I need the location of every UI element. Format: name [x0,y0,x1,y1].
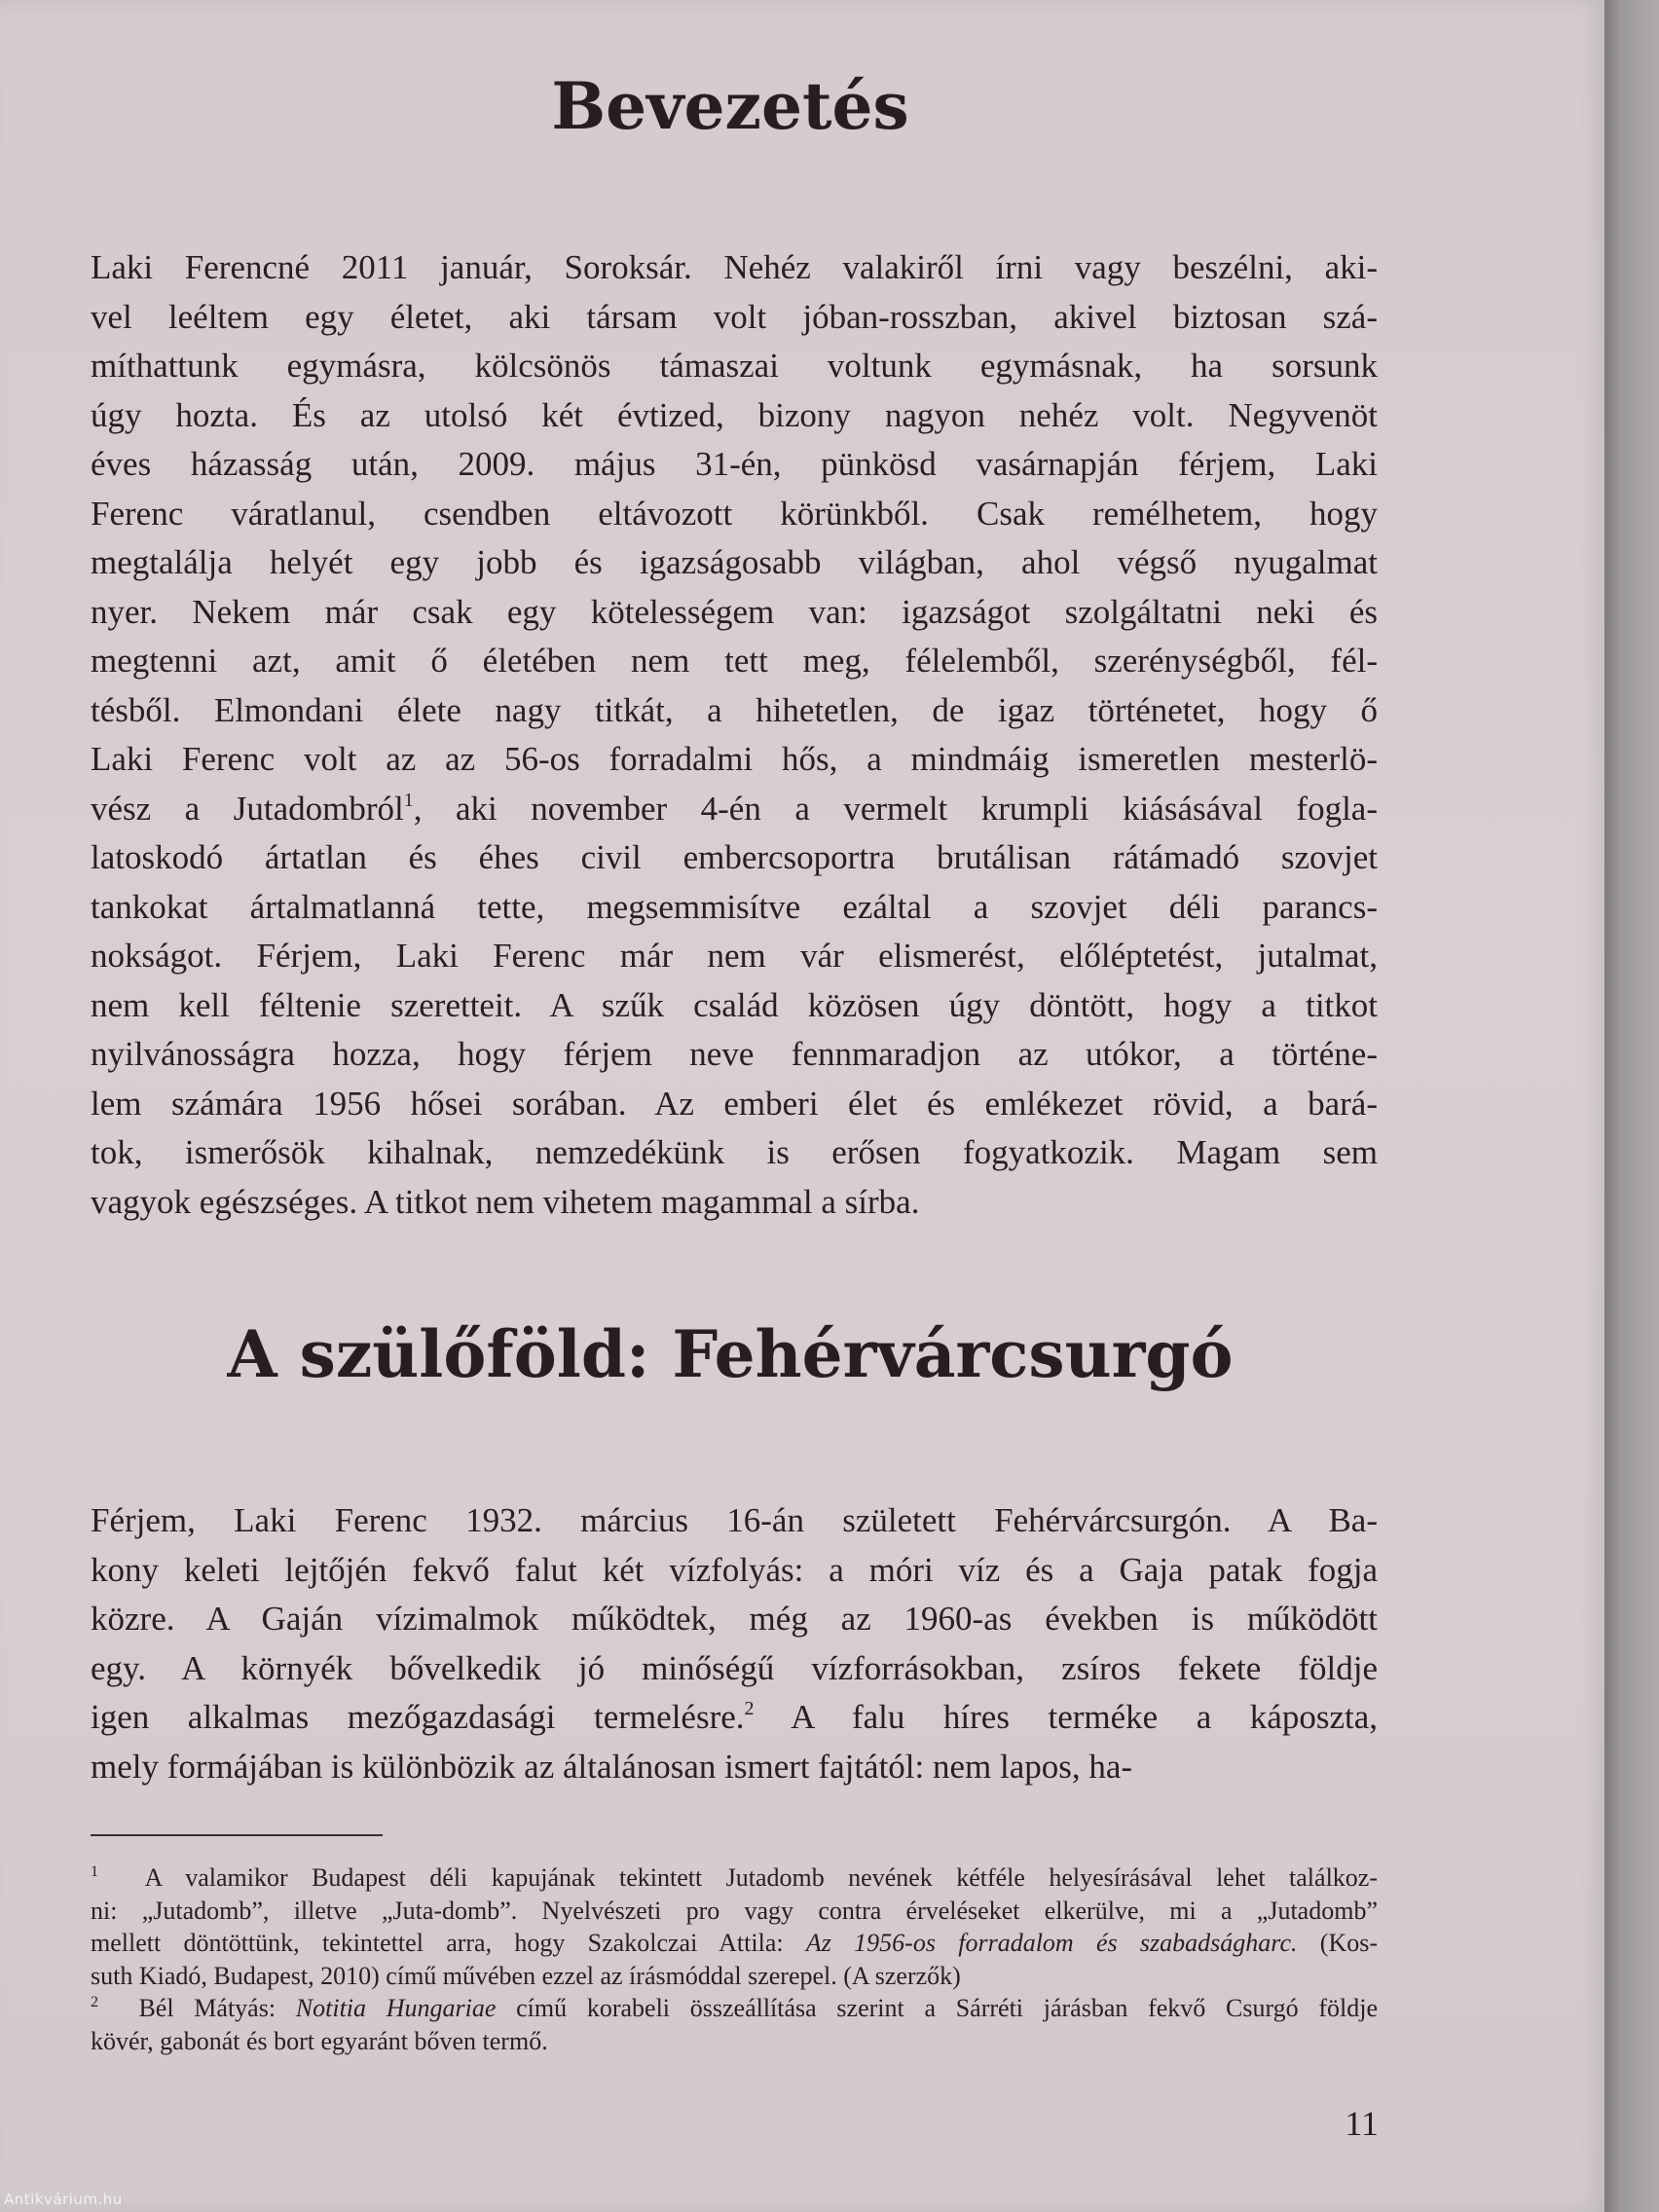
watermark: Antikvárium.hu [4,2191,123,2208]
intro-line: míthattunk egymásra, kölcsönös támaszai voltunk egymásnak, ha sorsunk [91,347,1378,385]
intro-line: nyilvánosságra hozza, hogy férjem neve fennmaradjon az utókor, a történe- [91,1035,1378,1073]
intro-line: latoskodó ártatlan és éhes civil embercsoportra brutálisan rátámadó szovjet [91,838,1378,876]
section-line: közre. A Gaján vízimalmok működtek, még az 1960-as években is működött [91,1600,1378,1638]
page-title: Bevezetés [551,68,909,144]
page-number: 11 [1345,2104,1379,2143]
intro-line: Ferenc váratlanul, csendben eltávozott körünkből. Csak remélhetem, hogy [91,494,1378,533]
footnote-1-line-3: mellett döntöttünk, tekintettel arra, hogy Szakolczai Attila: Az 1956-os forradalom és szabadságharc. (Kos- [91,1929,1378,1957]
footnote-divider [91,1834,383,1836]
intro-line: vel leéltem egy életet, aki társam volt jóban-rosszban, akivel biztosan szá- [91,297,1378,336]
book-gutter [1604,0,1659,2212]
section-paragraph [91,1496,1378,1791]
footnote-1-mark: 1 [91,1863,98,1880]
intro-line: tankokat ártalmatlanná tette, megsemmisítve ezáltal a szovjet déli parancs- [91,887,1378,926]
cited-work-title: Notitia Hungariae [295,1994,497,2022]
intro-line: úgy hozta. És az utolsó két évtized, bizony nagyon nehéz volt. Negyvenöt [91,395,1378,434]
section-line: igen alkalmas mezőgazdasági termelésre.$^2$ A falu híres terméke a káposzta, [91,1698,1378,1736]
section-line: Férjem, Laki Ferenc 1932. március 16-án született Fehérvárcsurgón. A Ba- [91,1501,1378,1539]
intro-line: Laki Ferenc volt az az 56-os forradalmi hős, a mindmáig ismeretlen mesterlö- [91,740,1378,778]
footnotes [91,1862,1378,2057]
intro-line: megtalálja helyét egy jobb és igazságosabb világban, ahol végső nyugalmat [91,543,1378,581]
intro-line: Laki Ferencné 2011 január, Soroksár. Nehéz valakiről írni vagy beszélni, aki- [91,248,1378,286]
intro-line: nem kell féltenie szeretteit. A szűk család közösen úgy döntött, hogy a titkot [91,985,1378,1024]
intro-line: tok, ismerősök kihalnak, nemzedékünk is erősen fogyatkozik. Magam sem [91,1133,1378,1171]
cited-book-title: Az 1956-os forradalom és szabadságharc. [805,1929,1298,1957]
footnote-2-line-2: kövér, gabonát és bort egyaránt bőven termő. [91,2026,548,2055]
footnote-reference[interactable]: 2 [744,1698,755,1719]
footnote-1-line-4: suth Kiadó, Budapest, 2010) című művében ezzel az írásmóddal szerepel. (A szerzők) [91,1961,961,1990]
intro-paragraph [91,243,1378,1227]
footnote-1-line-1: $^1$ A valamikor Budapest déli kapujának tekintett Jutadomb nevének kétféle helyesírásával lehet találkoz- [91,1863,1378,1892]
intro-line: éves házasság után, 2009. május 31-én, pünkösd vasárnapján férjem, Laki [91,445,1378,483]
footnote-reference[interactable]: 1 [403,789,414,811]
intro-line: megtenni azt, amit ő életében nem tett meg, félelemből, szerénységből, fél- [91,642,1378,680]
section-line: egy. A környék bővelkedik jó minőségű vízforrásokban, zsíros fekete földje [91,1648,1378,1687]
intro-line: nokságot. Férjem, Laki Ferenc már nem vár elismerést, előléptetést, jutalmat, [91,937,1378,975]
intro-line: vész a Jutadombról$^1$, aki november 4-én a vermelt krumpli kiásásával fogla- [91,789,1378,828]
section-line: mely formájában is különbözik az általánosan ismert fajtától: nem lapos, ha- [91,1747,1133,1786]
intro-line: nyer. Nekem már csak egy kötelességem van: igazságot szolgáltatni neki és [91,592,1378,631]
intro-line: tésből. Elmondani élete nagy titkát, a hihetetlen, de igaz történetet, hogy ő [91,690,1378,729]
section-line: kony keleti lejtőjén fekvő falut két vízfolyás: a móri víz és a Gaja patak fogja [91,1550,1378,1589]
intro-line: lem számára 1956 hősei sorában. Az emberi élet és emlékezet rövid, a bará- [91,1084,1378,1123]
section-title: A szülőföld: Fehérvárcsurgó [227,1316,1234,1392]
footnote-1-line-2: ni: „Jutadomb”, illetve „Juta-domb”. Nyelvészeti pro vagy contra érveléseket elkerülve, mi a „Jutadomb” [91,1896,1378,1925]
intro-line: vagyok egészséges. A titkot nem vihetem magammal a sírba. [91,1182,920,1221]
footnote-2-line-1: $^2$ Bél Mátyás: Notitia Hungariae című korabeli összeállítása szerint a Sárréti járásban fekvő Csurgó földje [91,1994,1379,2022]
footnote-2-mark: 2 [91,1994,98,2010]
